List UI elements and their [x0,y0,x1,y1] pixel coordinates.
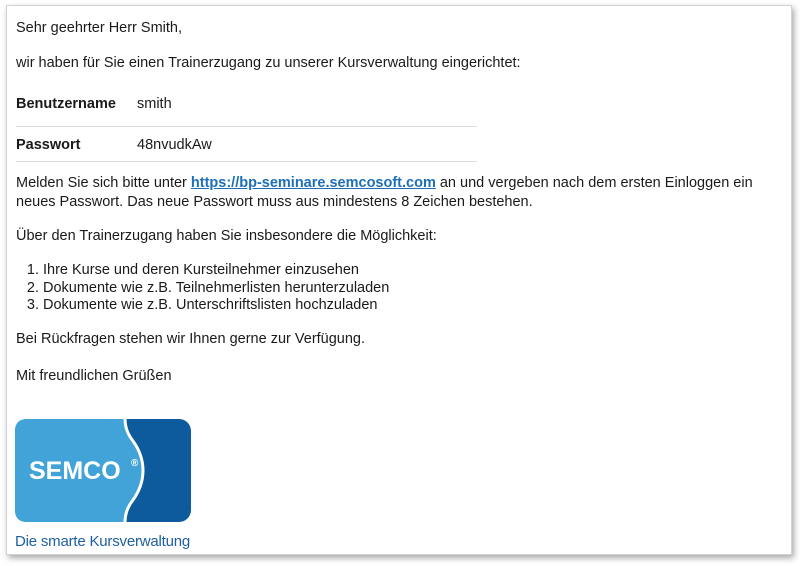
logo-tagline: Die smarte Kursverwaltung [15,533,191,550]
password-label: Passwort [16,137,81,153]
questions-text: Bei Rückfragen stehen wir Ihnen gerne zur Verfügung. [16,331,366,347]
login-paragraph [16,174,756,212]
intro-text: wir haben für Sie einen Trainerzugang zu unserer Kursverwaltung eingerichtet: [16,55,521,71]
logo-brand: SEMCO [29,457,121,485]
portal-link[interactable]: https://bp-seminare.semcosoft.com [190,175,436,191]
password-value: 48nvudkAw [137,137,212,153]
closing-text: Mit freundlichen Grüßen [16,368,172,384]
username-row [16,92,477,127]
login-text-before: Melden Sie sich bitte unter [16,175,191,191]
logo-registered-mark: ® [131,458,139,469]
email-body [6,5,792,555]
login-text-after: an und vergeben nach dem ersten Einloggen ein neues Passwort. Das neue Passwort muss aus mindestens 8 Zeichen bestehen. [16,175,753,210]
password-row [16,127,477,162]
features-intro: Über den Trainerzugang haben Sie insbesondere die Möglichkeit: [16,228,437,244]
greeting: Sehr geehrter Herr Smith, [16,20,183,36]
list-item: 1. Ihre Kurse und deren Kursteilnehmer einzusehen [43,262,389,280]
username-value: smith [137,96,172,112]
credentials-table [16,92,477,162]
features-list [16,262,389,315]
list-item: 2. Dokumente wie z.B. Teilnehmerlisten herunterzuladen [43,280,389,298]
list-item: 3. Dokumente wie z.B. Unterschriftslisten hochzuladen [43,297,389,315]
username-label: Benutzername [16,96,116,112]
semco-logo [15,419,191,522]
